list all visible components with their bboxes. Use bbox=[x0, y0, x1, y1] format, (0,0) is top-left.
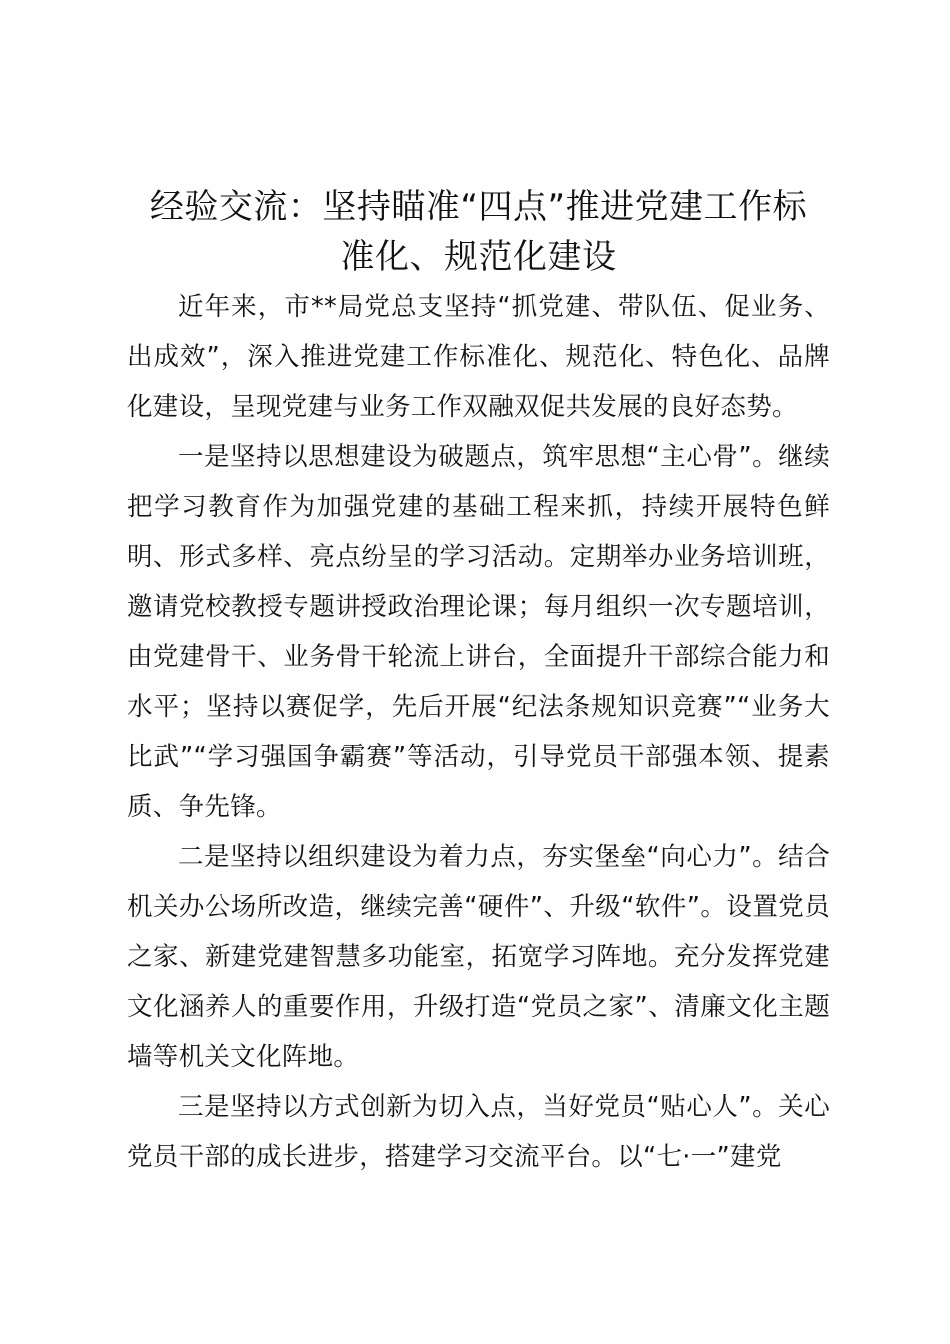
paragraph-point-one: 一是坚持以思想建设为破题点，筑牢思想“主心骨”。继续把学习教育作为加强党建的基础工程来抓，持续开展特色鲜明、形式多样、亮点纷呈的学习活动。定期举办业务培训班，邀请党校教授专题讲授政治理论课；每月组织一次专题培训，由党建骨干、业务骨干轮流上讲台，全面提升干部综合能力和水平；坚持以赛促学，先后开展“纪法条规知识竞赛”“业务大比武”“学习强国争霸赛”等活动，引导党员干部强本领、提素质、争先锋。 bbox=[127, 442, 830, 822]
title-line-2: 准化、规范化建设 bbox=[340, 237, 617, 277]
paragraph-point-three: 三是坚持以方式创新为切入点，当好党员“贴心人”。关心党员干部的成长进步，搭建学习交流平台。以“七·一”建党 bbox=[127, 1092, 830, 1172]
document-title bbox=[127, 182, 830, 282]
paragraph-point-two: 二是坚持以组织建设为着力点，夯实堡垒“向心力”。结合机关办公场所改造，继续完善“硬件”、升级“软件”。设置党员之家、新建党建智慧多功能室，拓宽学习阵地。充分发挥党建文化涵养人的重要作用，升级打造“党员之家”、清廉文化主题墙等机关文化阵地。 bbox=[127, 842, 830, 1072]
document-body bbox=[127, 182, 830, 1182]
paragraph-intro: 近年来，市**局党总支坚持“抓党建、带队伍、促业务、出成效”，深入推进党建工作标准化、规范化、特色化、品牌化建设，呈现党建与业务工作双融双促共发展的良好态势。 bbox=[127, 292, 830, 422]
title-line-1: 经验交流：坚持瞄准“四点”推进党建工作标 bbox=[149, 187, 808, 227]
